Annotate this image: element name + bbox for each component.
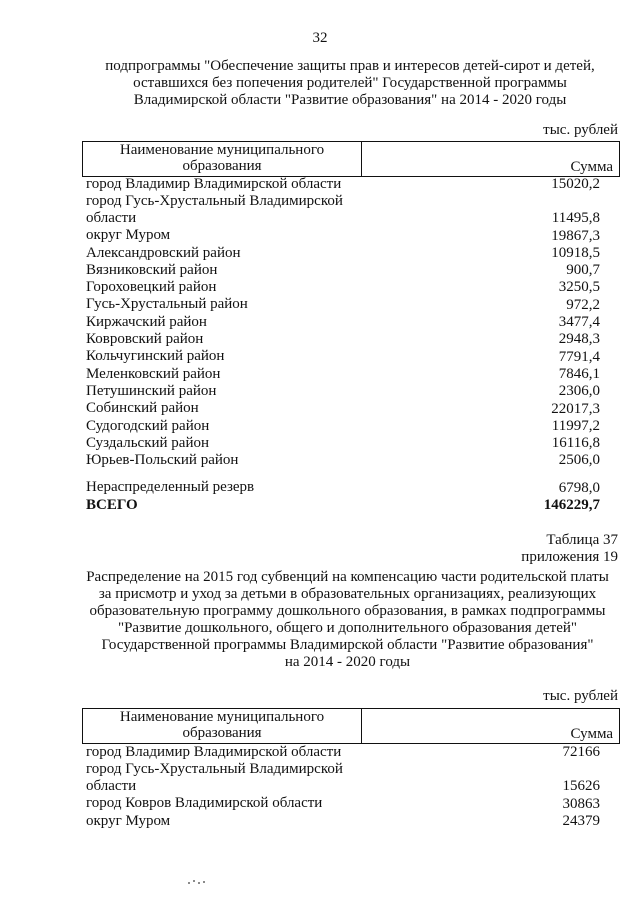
header-name-line: Наименование муниципального [119,709,325,725]
row-value: 19867,3 [551,227,600,244]
row-value: 16116,8 [551,435,600,452]
row-value: 900,7 [566,262,600,279]
caption-line: на 2014 - 2020 годы [284,654,411,670]
caption-line: подпрограммы "Обеспечение защиты прав и интересов детей-сирот и детей, [105,58,595,74]
caption-line: оставшихся без попечения родителей" Государственной программы [133,75,567,91]
scan-artifact-icon [186,878,208,886]
header-name-column [83,709,362,743]
table-row [86,314,600,331]
table-row [86,452,600,469]
row-name: Кольчугинский район [86,348,225,365]
row-value: 72166 [562,744,600,761]
header-name-column [83,142,362,176]
header-name-line: образования [182,158,262,174]
table-row [86,418,600,435]
row-name: Суздальский район [86,434,209,451]
page-number: 32 [312,30,328,46]
table-row [86,795,600,812]
row-value: 15020,2 [551,176,600,193]
row-name: город Владимир Владимирской области [86,176,342,192]
row-value: 11997,2 [551,417,600,434]
row-name: город Владимир Владимирской области [86,744,342,760]
table-row [86,366,600,383]
row-value: 10918,5 [551,244,600,261]
row-value: 146229,7 [543,497,600,514]
caption-line: Владимирской области "Развитие образования" на 2014 - 2020 годы [133,92,567,108]
table-row [86,227,600,244]
row-value: 22017,3 [551,400,600,417]
header-sum-column: Сумма [570,159,613,175]
row-name: округ Муром [86,812,171,829]
row-name: город Гусь-Хрустальный Владимирской области [86,761,343,795]
table-body [86,176,600,514]
table-row [86,193,600,227]
row-value: 3477,4 [558,314,600,331]
row-name: город Ковров Владимирской области [86,795,323,812]
appendix-label: приложения 19 [521,549,618,565]
row-name: Гороховецкий район [86,279,217,296]
unit-label: тыс. рублей [543,688,618,704]
row-value: 30863 [562,795,600,812]
table-row [86,761,600,795]
row-name: Ковровский район [86,331,204,348]
row-name: Юрьев-Польский район [86,452,239,469]
table-row [86,262,600,279]
caption-line: Распределение на 2015 год субвенций на компенсацию части родительской платы [86,569,609,585]
table-row [86,383,600,400]
header-sum-column: Сумма [570,726,613,742]
row-name: Киржачский район [86,313,207,330]
table-row [86,296,600,313]
table-row [86,348,600,365]
caption-line: образовательную программу дошкольного образования, в рамках подпрограммы [89,603,606,619]
row-value: 2506,0 [558,452,600,469]
row-name: округ Муром [86,227,171,244]
table-body [86,744,600,830]
caption-line: "Развитие дошкольного, общего и дополнительного образования детей" [117,620,578,636]
row-value: 11495,8 [551,210,600,227]
row-name: Нераспределенный резерв [86,479,255,496]
row-value: 7791,4 [558,348,600,365]
row-name: Вязниковский район [86,261,218,278]
table-row [86,331,600,348]
caption-line: за присмотр и уход за детьми в образовательных организациях, реализующих [98,586,597,602]
row-value: 972,2 [566,296,600,313]
table-row [86,435,600,452]
table-row [86,279,600,296]
row-name: Судогодский район [86,417,210,434]
row-value: 2306,0 [558,383,600,400]
scan-mark [186,875,208,892]
row-name: Собинский район [86,400,199,417]
section1-caption [60,58,640,109]
table-header [82,708,620,744]
row-name: Гусь-Хрустальный район [86,296,248,313]
row-name: Петушинский район [86,382,217,399]
header-name-line: образования [182,725,262,741]
table-label: Таблица 37 [546,532,618,548]
caption-line: Государственной программы Владимирской области "Развитие образования" [101,637,594,653]
header-name-line: Наименование муниципального [119,142,325,158]
row-value: 2948,3 [558,331,600,348]
table-row [86,744,600,761]
row-name: Меленковский район [86,365,221,382]
unit-label: тыс. рублей [543,122,618,138]
table-row [86,245,600,262]
row-value: 7846,1 [558,365,600,382]
row-value: 24379 [562,812,600,829]
row-name: ВСЕГО [86,496,138,513]
reserve-row [86,479,600,496]
row-value: 3250,5 [558,279,600,296]
section2-caption [50,569,640,671]
table-header [82,141,620,177]
table-row [86,176,600,193]
table-row [86,813,600,830]
row-value: 6798,0 [558,479,600,496]
total-row [86,497,600,514]
row-name: город Гусь-Хрустальный Владимирской области [86,193,343,227]
row-value: 15626 [562,778,600,795]
row-name: Александровский район [86,244,241,261]
table-row [86,400,600,417]
